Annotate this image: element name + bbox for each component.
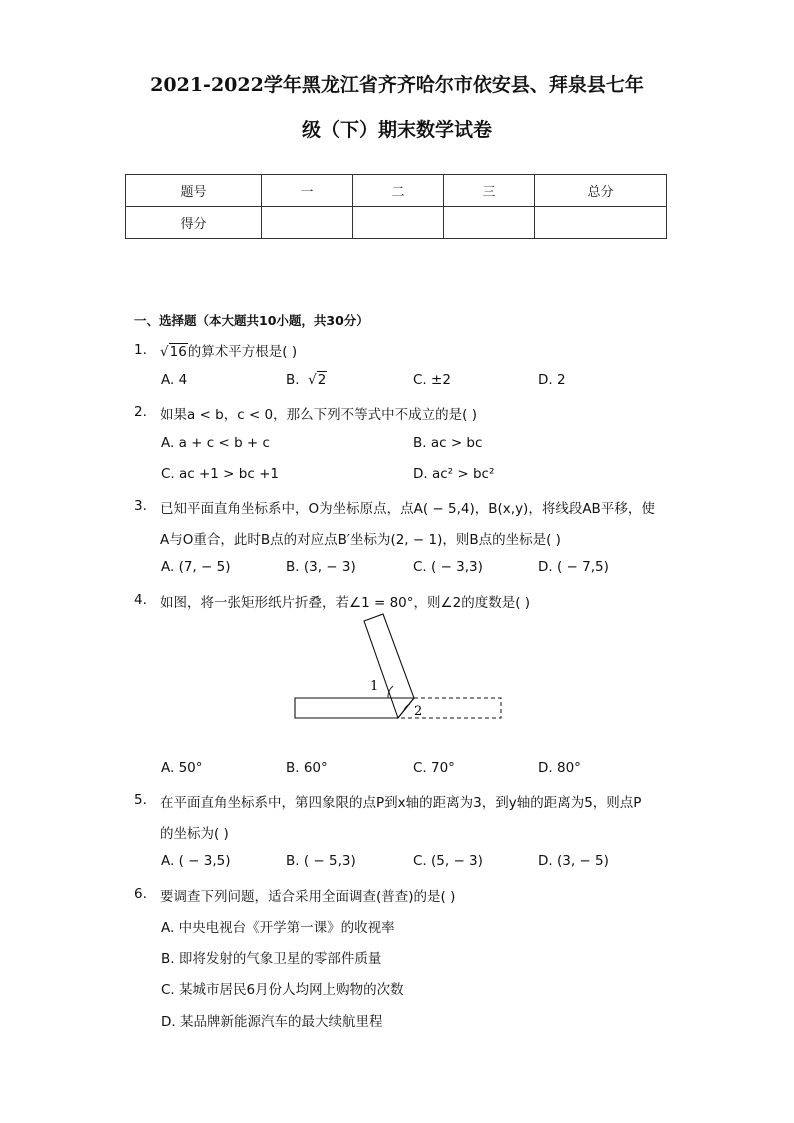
option-d[interactable]: D. 某品牌新能源汽车的最大续航里程 <box>161 1014 383 1030</box>
question-text: 如果a < b，c < 0，那么下列不等式中不成立的是( ) <box>160 407 477 423</box>
option-a[interactable]: A. 4 <box>161 372 188 388</box>
folded-flap <box>364 614 414 718</box>
title-line-2: 级（下）期末数学试卷 <box>301 119 492 141</box>
score-row-label: 得分 <box>126 207 262 239</box>
score-input-cell[interactable] <box>262 207 353 239</box>
question-number: 6. <box>134 886 147 902</box>
option-a[interactable]: A. 50° <box>161 760 203 776</box>
option-d[interactable]: D. ( − 7,5) <box>538 559 609 575</box>
folded-rectangle-figure <box>290 612 505 724</box>
question-stem: √16的算术平方根是( ) <box>160 344 298 360</box>
question-number: 2. <box>134 404 147 420</box>
question-text-line-1: 在平面直角坐标系中，第四象限的点P到x轴的距离为3，到y轴的距离为5，则点P <box>160 795 642 811</box>
option-b[interactable]: B. ac > bc <box>413 435 483 451</box>
angle-2-label: 2 <box>414 704 423 719</box>
radicand: 2 <box>317 372 327 388</box>
question-number: 3. <box>134 498 147 514</box>
score-header-cell: 一 <box>262 175 353 207</box>
option-b[interactable]: B. 60° <box>286 760 328 776</box>
section-heading: 一、选择题（本大题共10小题，共30分） <box>134 313 369 328</box>
score-table-header-row <box>126 175 667 207</box>
option-c[interactable]: C. ( − 3,3) <box>413 559 483 575</box>
score-header-cell: 二 <box>353 175 444 207</box>
option-c[interactable]: C. ±2 <box>413 372 451 388</box>
question-text: 如图，将一张矩形纸片折叠，若∠1 = 80°，则∠2的度数是( ) <box>160 595 531 611</box>
score-header-cell: 总分 <box>535 175 667 207</box>
angle-1-label: 1 <box>370 679 379 694</box>
question-text: 要调查下列问题，适合采用全面调查(普查)的是( ) <box>160 889 456 905</box>
option-b[interactable]: B. √2 <box>286 372 327 388</box>
option-c[interactable]: C. 某城市居民6月份人均网上购物的次数 <box>161 982 404 998</box>
score-input-cell[interactable] <box>535 207 667 239</box>
question-text-line-2: A与O重合，此时B点的对应点B′坐标为(2, − 1)，则B点的坐标是( ) <box>160 532 561 548</box>
question-text-line-2: 的坐标为( ) <box>160 826 229 842</box>
score-table-score-row <box>126 207 667 239</box>
question-number: 5. <box>134 792 147 808</box>
score-header-cell: 三 <box>444 175 535 207</box>
option-d[interactable]: D. 2 <box>538 372 566 388</box>
option-b[interactable]: B. (3, − 3) <box>286 559 356 575</box>
score-table <box>125 174 667 239</box>
option-a[interactable]: A. (7, − 5) <box>161 559 231 575</box>
option-a[interactable]: A. 中央电视台《开学第一课》的收视率 <box>161 920 395 936</box>
question-text-line-1: 已知平面直角坐标系中，O为坐标原点，点A( − 5,4)，B(x,y)，将线段AB平移，使 <box>160 501 655 517</box>
score-input-cell[interactable] <box>353 207 444 239</box>
radicand: 16 <box>169 344 187 360</box>
paper-strip-solid <box>295 698 414 718</box>
option-d[interactable]: D. (3, − 5) <box>538 853 609 869</box>
option-a[interactable]: A. a + c < b + c <box>161 435 270 451</box>
option-a[interactable]: A. ( − 3,5) <box>161 853 231 869</box>
question-text: 的算术平方根是( ) <box>187 344 298 360</box>
option-d[interactable]: D. ac² > bc² <box>413 466 495 482</box>
option-b[interactable]: B. ( − 5,3) <box>286 853 356 869</box>
title-line-1: 2021-2022学年黑龙江省齐齐哈尔市依安县、拜泉县七年 <box>150 74 644 96</box>
question-number: 4. <box>134 592 147 608</box>
option-c[interactable]: C. ac +1 > bc +1 <box>161 466 279 482</box>
score-input-cell[interactable] <box>444 207 535 239</box>
score-header-cell: 题号 <box>126 175 262 207</box>
option-d[interactable]: D. 80° <box>538 760 581 776</box>
option-c[interactable]: C. (5, − 3) <box>413 853 483 869</box>
option-c[interactable]: C. 70° <box>413 760 455 776</box>
option-b[interactable]: B. 即将发射的气象卫星的零部件质量 <box>161 951 382 967</box>
question-number: 1. <box>134 342 147 358</box>
option-label: B. <box>286 372 300 388</box>
